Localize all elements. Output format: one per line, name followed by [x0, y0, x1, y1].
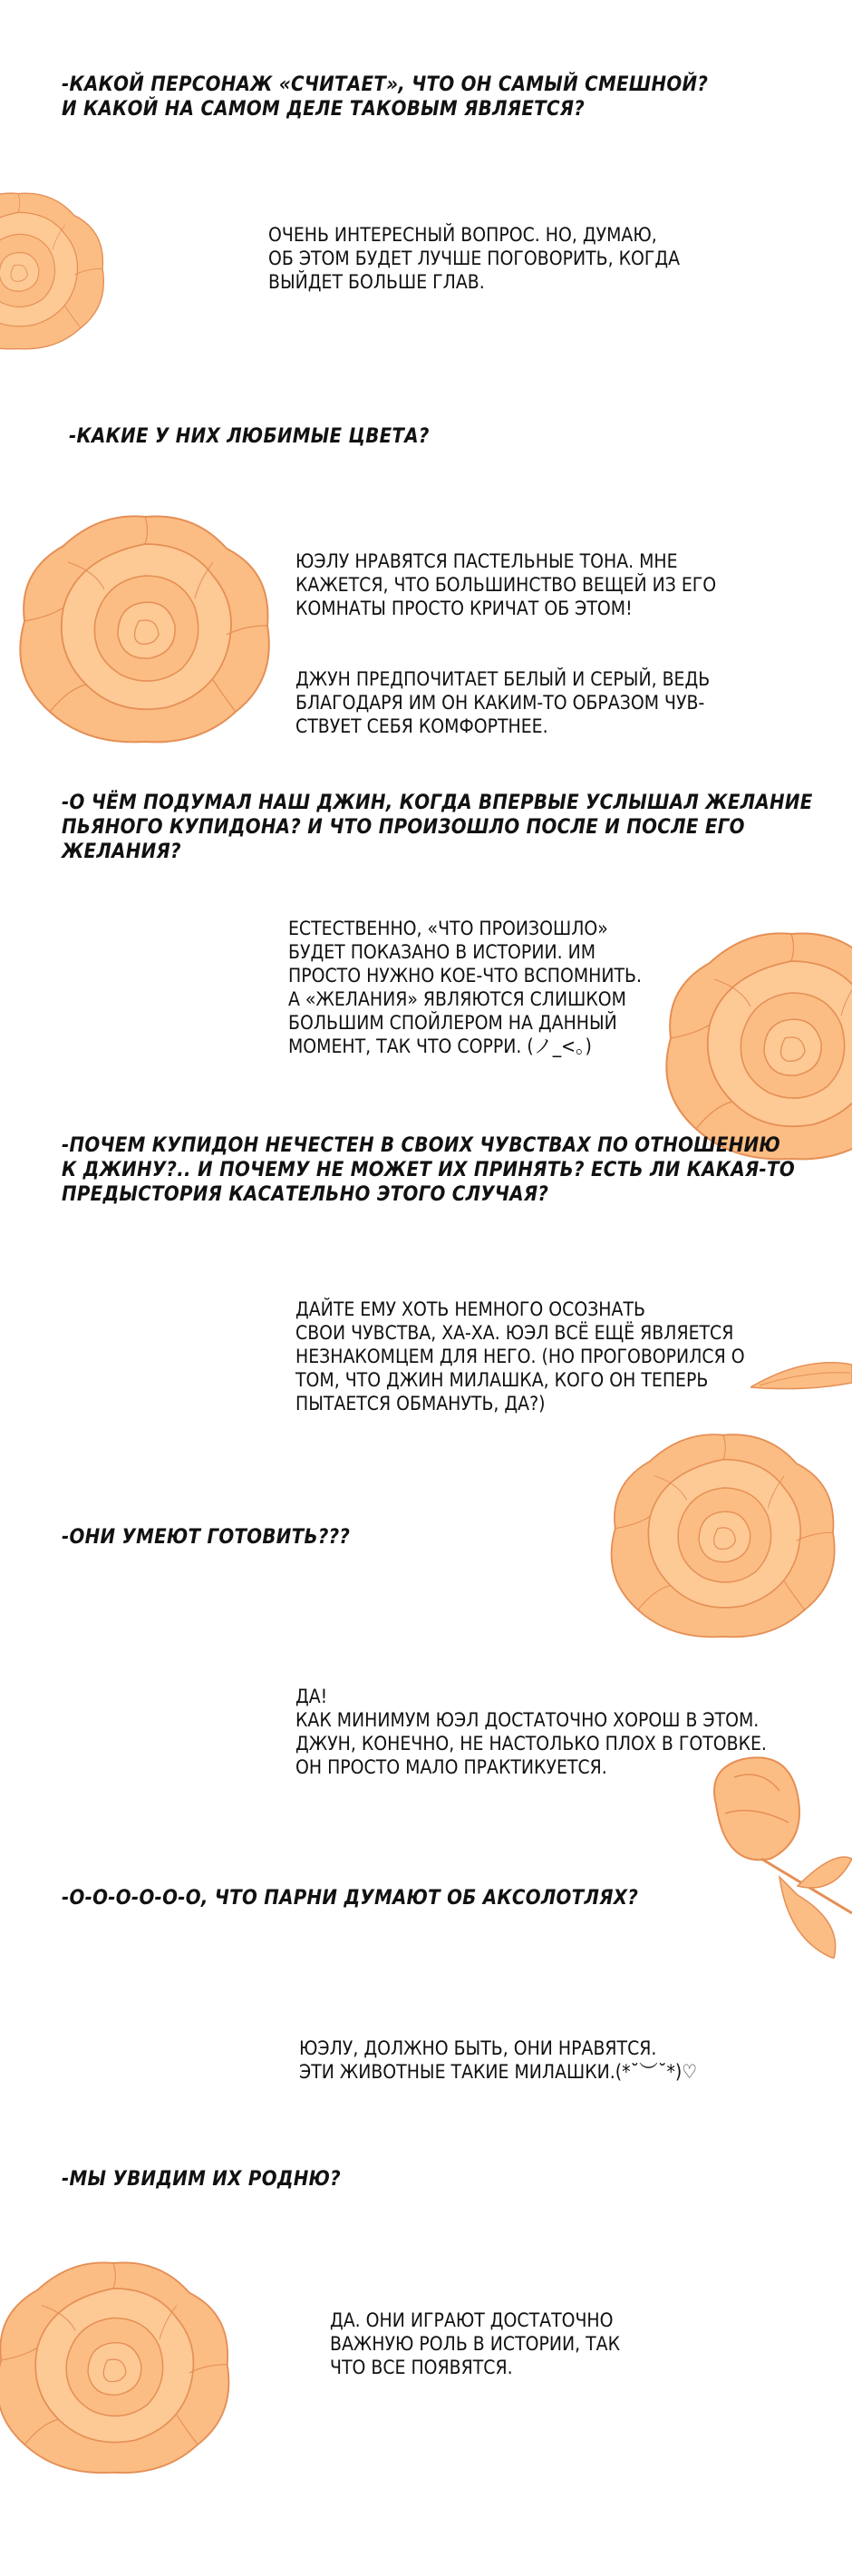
- answer-text: [295, 1661, 767, 1826]
- question-text: -ОНИ УМЕЮТ ГОТОВИТЬ???: [62, 1526, 351, 1549]
- question-text: -КАКИЕ У НИХ ЛЮБИМЫЕ ЦВЕТА?: [69, 425, 430, 448]
- rose-leaf-illustration: [750, 1351, 852, 1414]
- question-text: -О-О-О-О-О-О, ЧТО ПАРНИ ДУМАЮТ ОБ АКСОЛОТЛЯХ?: [62, 1887, 639, 1910]
- question-text: -КАКОЙ ПЕРСОНАЖ «СЧИТАЕТ», ЧТО ОН САМЫЙ СМЕШНОЙ? И КАКОЙ НА САМОМ ДЕЛЕ ТАКОВЫМ ЯВЛЯЕТСЯ?: [62, 73, 709, 121]
- answer-text: [299, 2013, 697, 2131]
- answer-text: [295, 1274, 745, 1463]
- answer-paragraph: ДА! КАК МИНИМУМ ЮЭЛ ДОСТАТОЧНО ХОРОШ В ЭТОМ. ДЖУН, КОНЕЧНО, НЕ НАСТОЛЬКО ПЛОХ В ГОТОВКЕ. ОН ПРОСТО МАЛО ПРАКТИКУЕТСЯ.: [295, 1686, 767, 1778]
- question-text: -ПОЧЕМ КУПИДОН НЕЧЕСТЕН В СВОИХ ЧУВСТВАХ ПО ОТНОШЕНИЮ К ДЖИНУ?.. И ПОЧЕМУ НЕ МОЖЕТ ИХ ПРИНЯТЬ? ЕСТЬ ЛИ КАКАЯ-ТО ПРЕДЫСТОРИЯ КАСАТЕЛЬНО ЭТОГО СЛУЧАЯ?: [62, 1134, 795, 1206]
- answer-text: [288, 893, 642, 1105]
- answer-text: [330, 2285, 620, 2426]
- answer-paragraph: ДАЙТЕ ЕМУ ХОТЬ НЕМНОГО ОСОЗНАТЬ СВОИ ЧУВСТВА, ХА-ХА. ЮЭЛ ВСЁ ЕЩЁ ЯВЛЯЕТСЯ НЕЗНАКОМЦЕМ ДЛЯ НЕГО. (НО ПРОГОВОРИЛСЯ О ТОМ, ЧТО ДЖИН МИЛАШКА, КОГО ОН ТЕПЕРЬ ПЫТАЕТСЯ ОБМАНУТЬ, ДА?): [295, 1298, 745, 1414]
- rose-illustration: [0, 2244, 236, 2489]
- answer-paragraph: ЕСТЕСТВЕННО, «ЧТО ПРОИЗОШЛО» БУДЕТ ПОКАЗАНО В ИСТОРИИ. ИМ ПРОСТО НУЖНО КОЕ-ЧТО ВСПОМНИТЬ. А «ЖЕЛАНИЯ» ЯВЛЯЮТСЯ СЛИШКОМ БОЛЬШИМ СПОЙЛЕРОМ НА ДАННЫЙ МОМЕНТ, ТАК ЧТО СОРРИ. (ノ_<。): [288, 918, 642, 1057]
- rose-illustration: [14, 508, 276, 748]
- question-text: -О ЧЁМ ПОДУМАЛ НАШ ДЖИН, КОГДА ВПЕРВЫЕ УСЛЫШАЛ ЖЕЛАНИЕ ПЬЯНОГО КУПИДОНА? И ЧТО ПРОИЗОШЛО ПОСЛЕ И ПОСЛЕ ЕГО ЖЕЛАНИЯ?: [62, 792, 813, 863]
- rose-illustration: [0, 161, 118, 397]
- question-text: -МЫ УВИДИМ ИХ РОДНЮ?: [62, 2168, 341, 2191]
- answer-paragraph: ЮЭЛУ, ДОЛЖНО БЫТЬ, ОНИ НРАВЯТСЯ. ЭТИ ЖИВОТНЫЕ ТАКИЕ МИЛАШКИ.(*˘︶˘*)♡: [299, 2037, 698, 2083]
- answer-text: [295, 526, 716, 785]
- answer-paragraph: ДЖУН ПРЕДПОЧИТАЕТ БЕЛЫЙ И СЕРЫЙ, ВЕДЬ БЛАГОДАРЯ ИМ ОН КАКИМ-ТО ОБРАЗОМ ЧУВ- СТВУЕТ СЕБЯ КОМФОРТНЕЕ.: [295, 668, 711, 737]
- answer-paragraph: ДА. ОНИ ИГРАЮТ ДОСТАТОЧНО ВАЖНУЮ РОЛЬ В ИСТОРИИ, ТАК ЧТО ВСЕ ПОЯВЯТСЯ.: [330, 2309, 620, 2378]
- answer-paragraph: ОЧЕНЬ ИНТЕРЕСНЫЙ ВОПРОС. НО, ДУМАЮ, ОБ ЭТОМ БУДЕТ ЛУЧШЕ ПОГОВОРИТЬ, КОГДА ВЫЙДЕТ БОЛЬШЕ ГЛАВ.: [268, 224, 681, 293]
- rose-illustration: [660, 925, 852, 1165]
- answer-paragraph: ЮЭЛУ НРАВЯТСЯ ПАСТЕЛЬНЫЕ ТОНА. МНЕ КАЖЕТСЯ, ЧТО БОЛЬШИНСТВО ВЕЩЕЙ ИЗ ЕГО КОМНАТЫ ПРОСТО КРИЧАТ ОБ ЭТОМ!: [295, 550, 717, 619]
- answer-text: [268, 199, 680, 341]
